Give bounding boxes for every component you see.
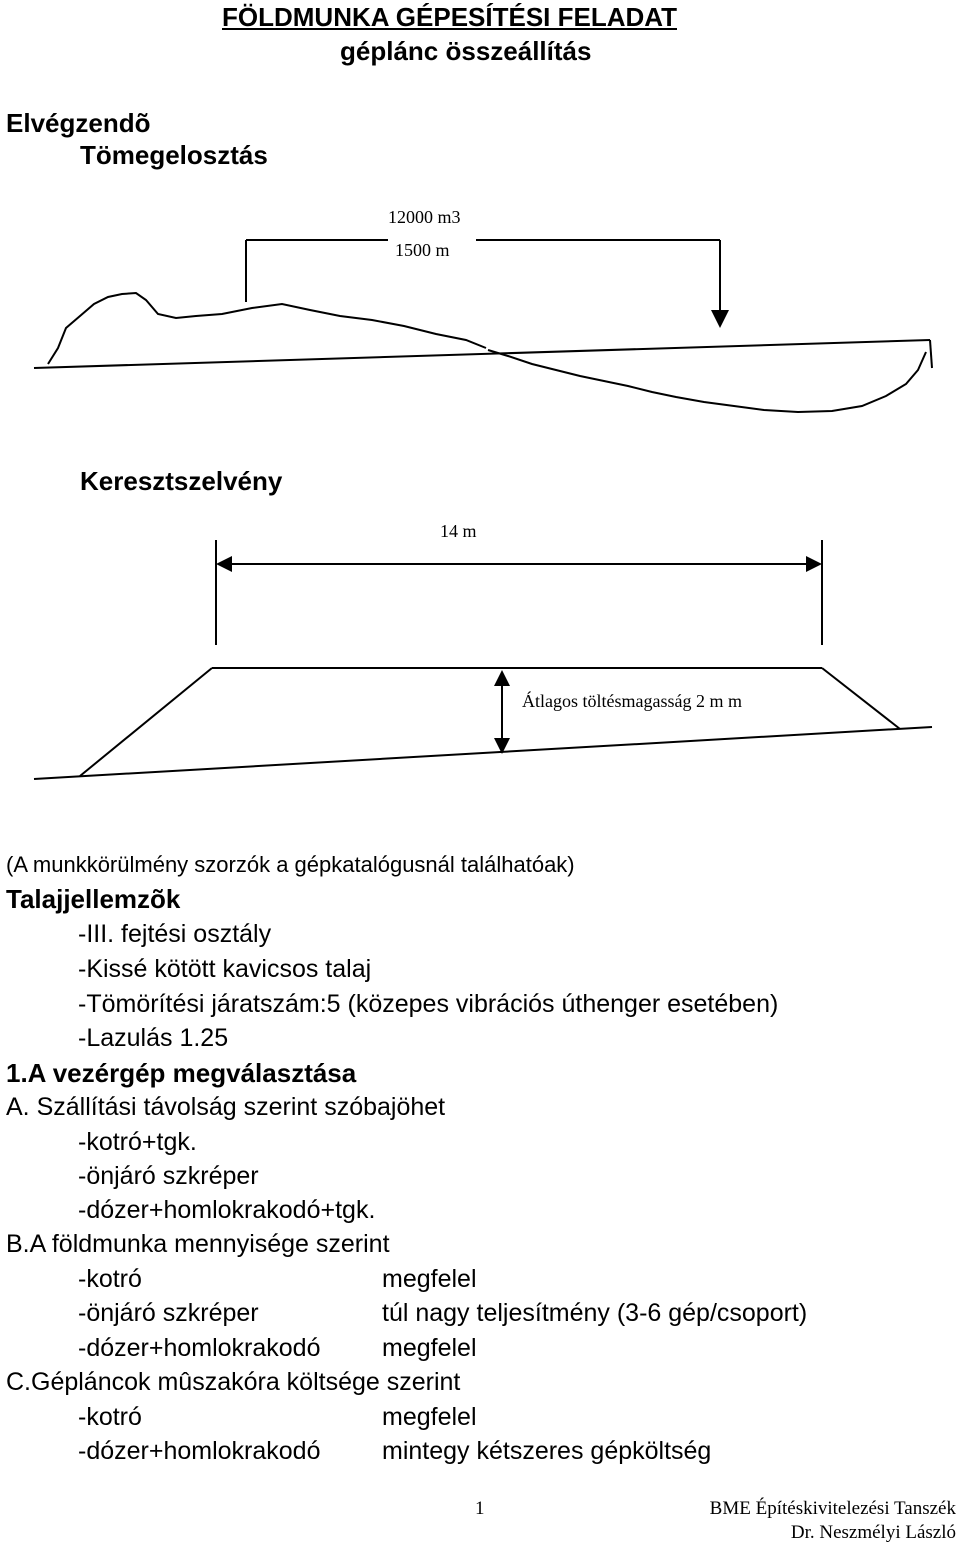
width-label: 14 m [440, 521, 477, 541]
multiplier-note: (A munkkörülmény szorzók a gépkatalógusnál találhatóak) [6, 852, 575, 877]
criterion-c-verdict: megfelel [382, 1403, 477, 1431]
criterion-b-heading: B.A földmunka mennyisége szerint [6, 1230, 390, 1258]
criterion-c-heading: C.Gépláncok mûszakóra költsége szerint [6, 1368, 461, 1396]
criterion-b-machine: -önjáró szkréper [78, 1299, 259, 1327]
criterion-c-machine: -dózer+homlokrakodó [78, 1437, 321, 1465]
criterion-b-verdict: megfelel [382, 1334, 477, 1362]
criterion-a-item: -dózer+homlokrakodó+tgk. [78, 1196, 376, 1224]
arrow-right-icon [806, 556, 822, 572]
criterion-b-machine: -kotró [78, 1265, 142, 1293]
section-heading-cross: Keresztszelvény [80, 466, 283, 496]
criterion-a-item: -önjáró szkréper [78, 1162, 259, 1190]
arrow-up-icon [494, 670, 510, 686]
document-subtitle: géplánc összeállítás [340, 36, 592, 66]
footer-institution: BME Építéskivitelezési Tanszék [709, 1498, 956, 1519]
page-number: 1 [475, 1498, 485, 1519]
embankment-profile [488, 350, 926, 412]
cross-ground-line [34, 727, 932, 779]
arrow-down-icon [711, 310, 729, 328]
criterion-b-machine: -dózer+homlokrakodó [78, 1334, 321, 1362]
soil-item: -III. fejtési osztály [78, 920, 272, 948]
soil-item: -Kissé kötött kavicsos talaj [78, 955, 372, 983]
section-heading-work: Elvégzendõ [6, 108, 151, 138]
soil-item: -Tömörítési járatszám:5 (közepes vibrációs úthenger esetében) [78, 990, 779, 1018]
arrow-left-icon [216, 556, 232, 572]
criterion-c-verdict: mintegy kétszeres gépköltség [382, 1437, 712, 1465]
volume-label: 12000 m3 [388, 207, 461, 227]
document-title: FÖLDMUNKA GÉPESÍTÉSI FELADAT [222, 2, 677, 32]
criterion-b-verdict: megfelel [382, 1265, 477, 1293]
height-label: Átlagos töltésmagasság 2 m m [522, 691, 742, 711]
slope-left-line [80, 668, 212, 776]
criterion-c-machine: -kotró [78, 1403, 142, 1431]
excavation-profile [48, 293, 486, 364]
selection-heading: 1.A vezérgép megválasztása [6, 1058, 357, 1088]
ground-line-end [930, 340, 932, 368]
section-subheading-distribution: Tömegelosztás [80, 140, 268, 170]
footer-author: Dr. Neszmélyi László [790, 1522, 956, 1543]
ground-line [34, 340, 930, 368]
criterion-a-item: -kotró+tgk. [78, 1128, 197, 1156]
soil-heading: Talajjellemzõk [6, 884, 181, 914]
soil-item: -Lazulás 1.25 [78, 1024, 229, 1052]
criterion-b-verdict: túl nagy teljesítmény (3-6 gép/csoport) [382, 1299, 808, 1327]
distance-label: 1500 m [395, 240, 450, 260]
slope-right-line [822, 668, 900, 729]
criterion-a-heading: A. Szállítási távolság szerint szóbajöhet [6, 1093, 446, 1121]
